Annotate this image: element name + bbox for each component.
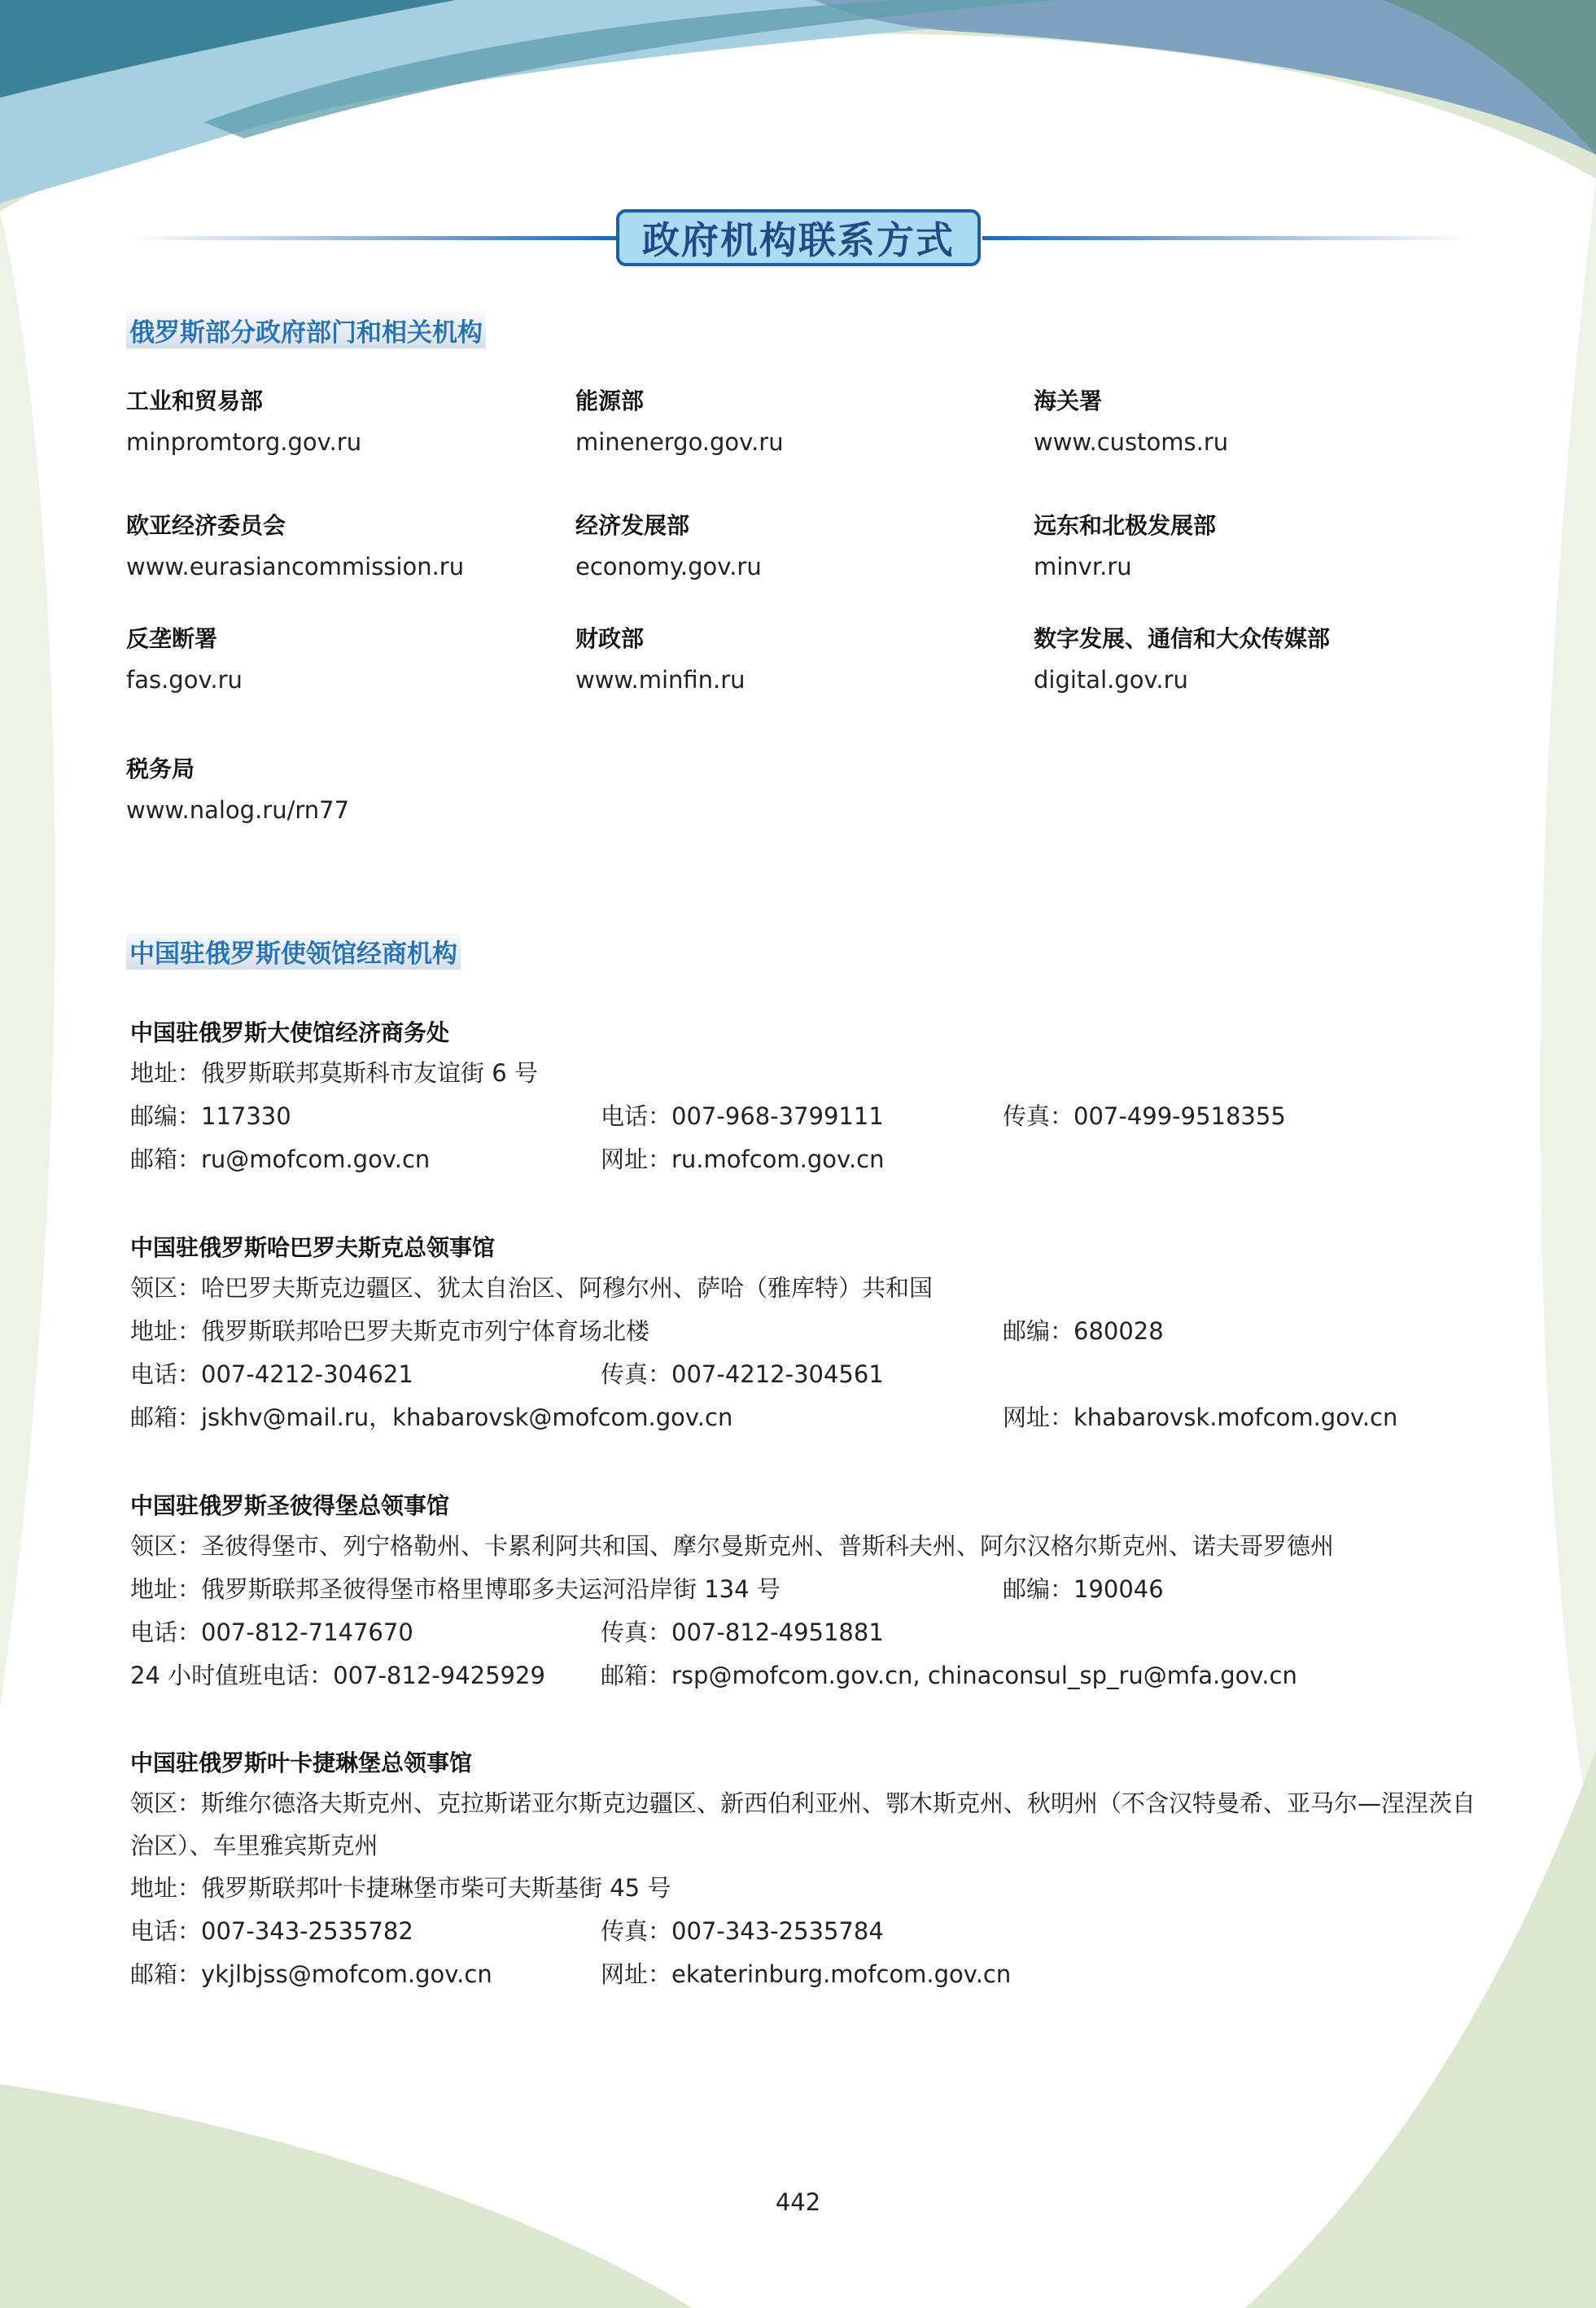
consulate-title: 中国驻俄罗斯哈巴罗夫斯克总领事馆 (130, 1234, 496, 1261)
address-text: 地址：俄罗斯联邦叶卡捷琳堡市柴可夫斯基街 45 号 (130, 1874, 671, 1902)
agency-item (575, 510, 762, 583)
agency-name: 税务局 (126, 755, 195, 782)
agency-url[interactable]: economy.gov.ru (575, 553, 762, 580)
agency-name: 经济发展部 (575, 512, 690, 539)
agency-name: 海关署 (1034, 388, 1103, 414)
postcode-text: 邮编：680028 (1003, 1317, 1164, 1345)
consulate-title: 中国驻俄罗斯圣彼得堡总领事馆 (130, 1492, 450, 1519)
consulate-block (130, 1747, 1481, 1996)
agency-url[interactable]: digital.gov.ru (1034, 666, 1188, 694)
agency-item (575, 623, 746, 696)
agency-name: 远东和北极发展部 (1034, 512, 1217, 539)
postcode-text: 邮编：117330 (130, 1102, 291, 1130)
consulate-block (130, 1017, 1481, 1181)
agency-name: 能源部 (575, 388, 645, 414)
address-text: 地址：俄罗斯联邦圣彼得堡市格里博耶多夫运河沿岸街 134 号 (130, 1575, 781, 1603)
title-rule-right (982, 236, 1471, 240)
district-text: 领区：斯维尔德洛夫斯克州、克拉斯诺亚尔斯克边疆区、新西伯利亚州、鄂木斯克州、秋明州（不含汉特曼希、亚马尔—涅涅茨自治区）、车里雅宾斯克州 (130, 1789, 1476, 1859)
hotline-text: 24 小时值班电话：007-812-9425929 (130, 1662, 545, 1689)
agency-url[interactable]: www.eurasiancommission.ru (126, 553, 465, 580)
agency-url[interactable]: minpromtorg.gov.ru (126, 428, 362, 456)
agency-name: 欧亚经济委员会 (126, 512, 286, 539)
info-row (130, 1611, 1481, 1654)
email-text[interactable]: 邮箱：ykjlbjss@mofcom.gov.cn (130, 1960, 492, 1988)
agency-name: 反垄断署 (126, 625, 218, 652)
address-text: 地址：俄罗斯联邦哈巴罗夫斯克市列宁体育场北楼 (130, 1317, 650, 1345)
info-row (130, 1910, 1481, 1953)
info-row (130, 1867, 1481, 1910)
phone-text: 电话：007-812-7147670 (130, 1618, 413, 1646)
fax-text: 传真：007-499-9518355 (1003, 1102, 1286, 1130)
agency-item (126, 385, 361, 458)
agency-name: 财政部 (575, 625, 645, 652)
website-text[interactable]: 网址：ru.mofcom.gov.cn (601, 1145, 885, 1173)
agency-url[interactable]: minvr.ru (1034, 553, 1132, 580)
phone-text: 电话：007-4212-304621 (130, 1360, 413, 1388)
address-text: 地址：俄罗斯联邦莫斯科市友谊街 6 号 (130, 1059, 538, 1087)
agency-url[interactable]: www.minfin.ru (575, 666, 746, 694)
info-row (130, 1396, 1481, 1439)
info-row (130, 1095, 1481, 1138)
agency-item (1034, 385, 1228, 458)
title-rule-left (126, 236, 616, 240)
fax-text: 传真：007-343-2535784 (601, 1917, 884, 1945)
fax-text: 传真：007-4212-304561 (601, 1360, 884, 1388)
info-row (130, 1353, 1481, 1396)
consulate-block (130, 1490, 1481, 1697)
email-text[interactable]: 邮箱：rsp@mofcom.gov.cn, chinaconsul_sp_ru@mfa.gov.cn (601, 1662, 1297, 1689)
phone-text: 电话：007-968-3799111 (601, 1102, 884, 1130)
agency-item (1034, 623, 1330, 696)
page-number: 442 (775, 2188, 821, 2216)
section-header-consulates: 中国驻俄罗斯使领馆经商机构 (126, 932, 461, 970)
agency-name: 数字发展、通信和大众传媒部 (1034, 625, 1331, 652)
info-row (130, 1568, 1481, 1611)
info-row (130, 1525, 1481, 1568)
district-text: 领区：哈巴罗夫斯克边疆区、犹太自治区、阿穆尔州、萨哈（雅库特）共和国 (130, 1274, 934, 1302)
info-row (130, 1654, 1481, 1697)
consulate-block (130, 1232, 1481, 1439)
phone-text: 电话：007-343-2535782 (130, 1917, 413, 1945)
district-text: 领区：圣彼得堡市、列宁格勒州、卡累利阿共和国、摩尔曼斯克州、普斯科夫州、阿尔汉格尔斯克州、诺夫哥罗德州 (130, 1532, 1335, 1560)
info-row (130, 1267, 1481, 1310)
info-row (130, 1953, 1481, 1996)
info-row (130, 1138, 1481, 1181)
agency-item (575, 385, 784, 458)
website-text[interactable]: 网址：khabarovsk.mofcom.gov.cn (1003, 1404, 1398, 1431)
consulate-title: 中国驻俄罗斯大使馆经济商务处 (130, 1019, 450, 1046)
email-text[interactable]: 邮箱：ru@mofcom.gov.cn (130, 1145, 431, 1173)
website-text[interactable]: 网址：ekaterinburg.mofcom.gov.cn (601, 1960, 1012, 1988)
agency-url[interactable]: www.nalog.ru/rn77 (126, 796, 350, 824)
agency-url[interactable]: minenergo.gov.ru (575, 428, 784, 456)
postcode-text: 邮编：190046 (1003, 1575, 1164, 1603)
agency-item (126, 510, 464, 583)
info-row (130, 1310, 1481, 1353)
consulate-title: 中国驻俄罗斯叶卡捷琳堡总领事馆 (130, 1750, 473, 1776)
fax-text: 传真：007-812-4951881 (601, 1618, 884, 1646)
agency-name: 工业和贸易部 (126, 388, 264, 414)
agency-item (126, 753, 349, 826)
page-title: 政府机构联系方式 (616, 209, 981, 266)
agency-url[interactable]: fas.gov.ru (126, 666, 243, 694)
section-header-agencies: 俄罗斯部分政府部门和相关机构 (126, 311, 486, 348)
agency-item (1034, 510, 1216, 583)
agency-url[interactable]: www.customs.ru (1034, 428, 1229, 456)
email-text[interactable]: 邮箱：jskhv@mail.ru，khabarovsk@mofcom.gov.cn (130, 1404, 733, 1431)
agency-item (126, 623, 243, 696)
info-row (130, 1052, 1481, 1095)
